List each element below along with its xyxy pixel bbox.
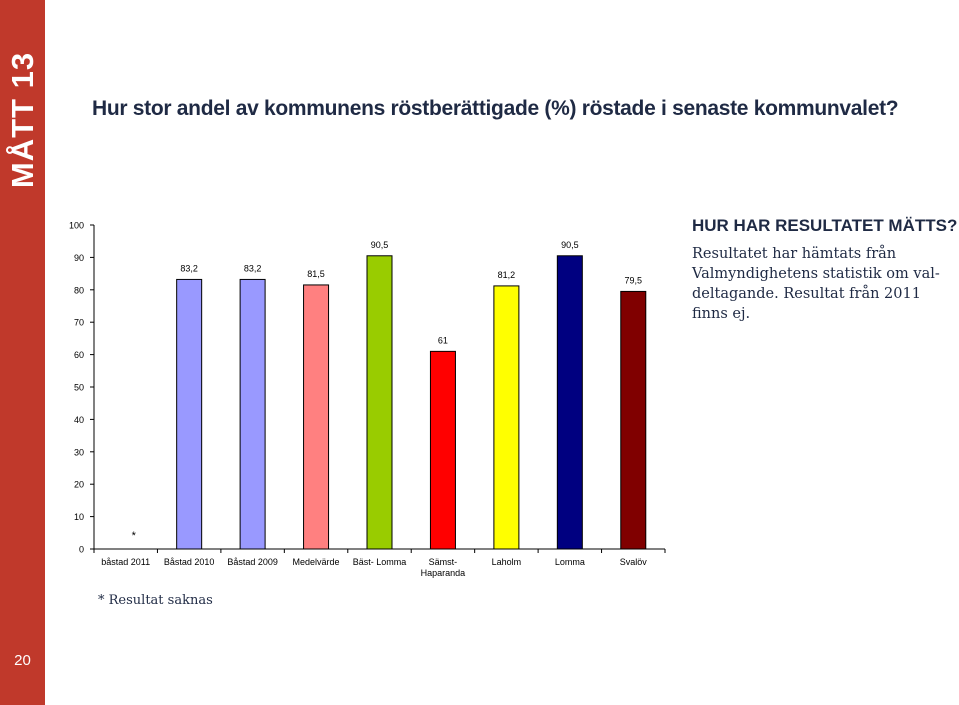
x-tick-label: Sämst- [428,557,458,567]
bar [304,285,329,549]
data-label: 61 [437,335,448,346]
page-title: Hur stor andel av kommunens röstberättigade (%) röstade i senaste kommunvalet? [92,97,899,120]
y-tick-label: 20 [73,479,84,490]
y-tick-label: 10 [73,512,84,523]
sidebar [0,0,45,705]
bar [367,256,392,549]
missing-data-marker: * [131,530,136,542]
x-tick-label: Båstad 2010 [163,557,215,567]
x-tick-label: Lomma [554,557,585,567]
info-heading: HUR HAR RESULTATET MÄTTS? [692,216,958,235]
x-tick-label: Bäst- Lomma [352,557,407,567]
data-label: 83,2 [243,263,262,274]
data-label: 79,5 [624,275,643,286]
x-tick-label: Haparanda [420,568,466,578]
x-tick-label: båstad 2011 [101,557,151,567]
bar [240,279,265,549]
footnote: * Resultat saknas [98,593,213,608]
data-label: 81,2 [497,269,516,280]
data-label: 90,5 [370,239,389,250]
y-tick-label: 60 [73,350,84,361]
bar [177,279,202,549]
data-label: 90,5 [561,239,579,250]
x-tick-label: Medelvärde [292,557,340,567]
x-tick-label: Laholm [491,557,522,567]
bar [621,291,646,549]
bar [430,351,455,549]
bar [494,286,519,549]
x-tick-label: Båstad 2009 [227,557,278,567]
data-label: 83,2 [180,263,198,274]
info-text: Resultatet har hämtats från Valmyndighetens statistik om val-deltagande. Resultat från 2011 finns ej. [692,246,940,322]
bar-chart [50,215,680,585]
y-tick-label: 100 [68,220,84,231]
y-tick-label: 50 [73,382,84,393]
section-label-text: MÅTT 13 [4,51,40,189]
y-tick-label: 80 [73,285,84,296]
y-tick-label: 0 [78,544,84,555]
bar [557,256,582,549]
page-number: 20 [14,652,31,669]
y-tick-label: 70 [73,317,84,328]
section-label [0,0,45,240]
y-tick-label: 30 [73,447,84,458]
y-tick-label: 40 [73,414,84,425]
x-tick-label: Svalöv [619,557,647,567]
data-label: 81,5 [307,268,325,279]
y-tick-label: 90 [73,252,84,263]
